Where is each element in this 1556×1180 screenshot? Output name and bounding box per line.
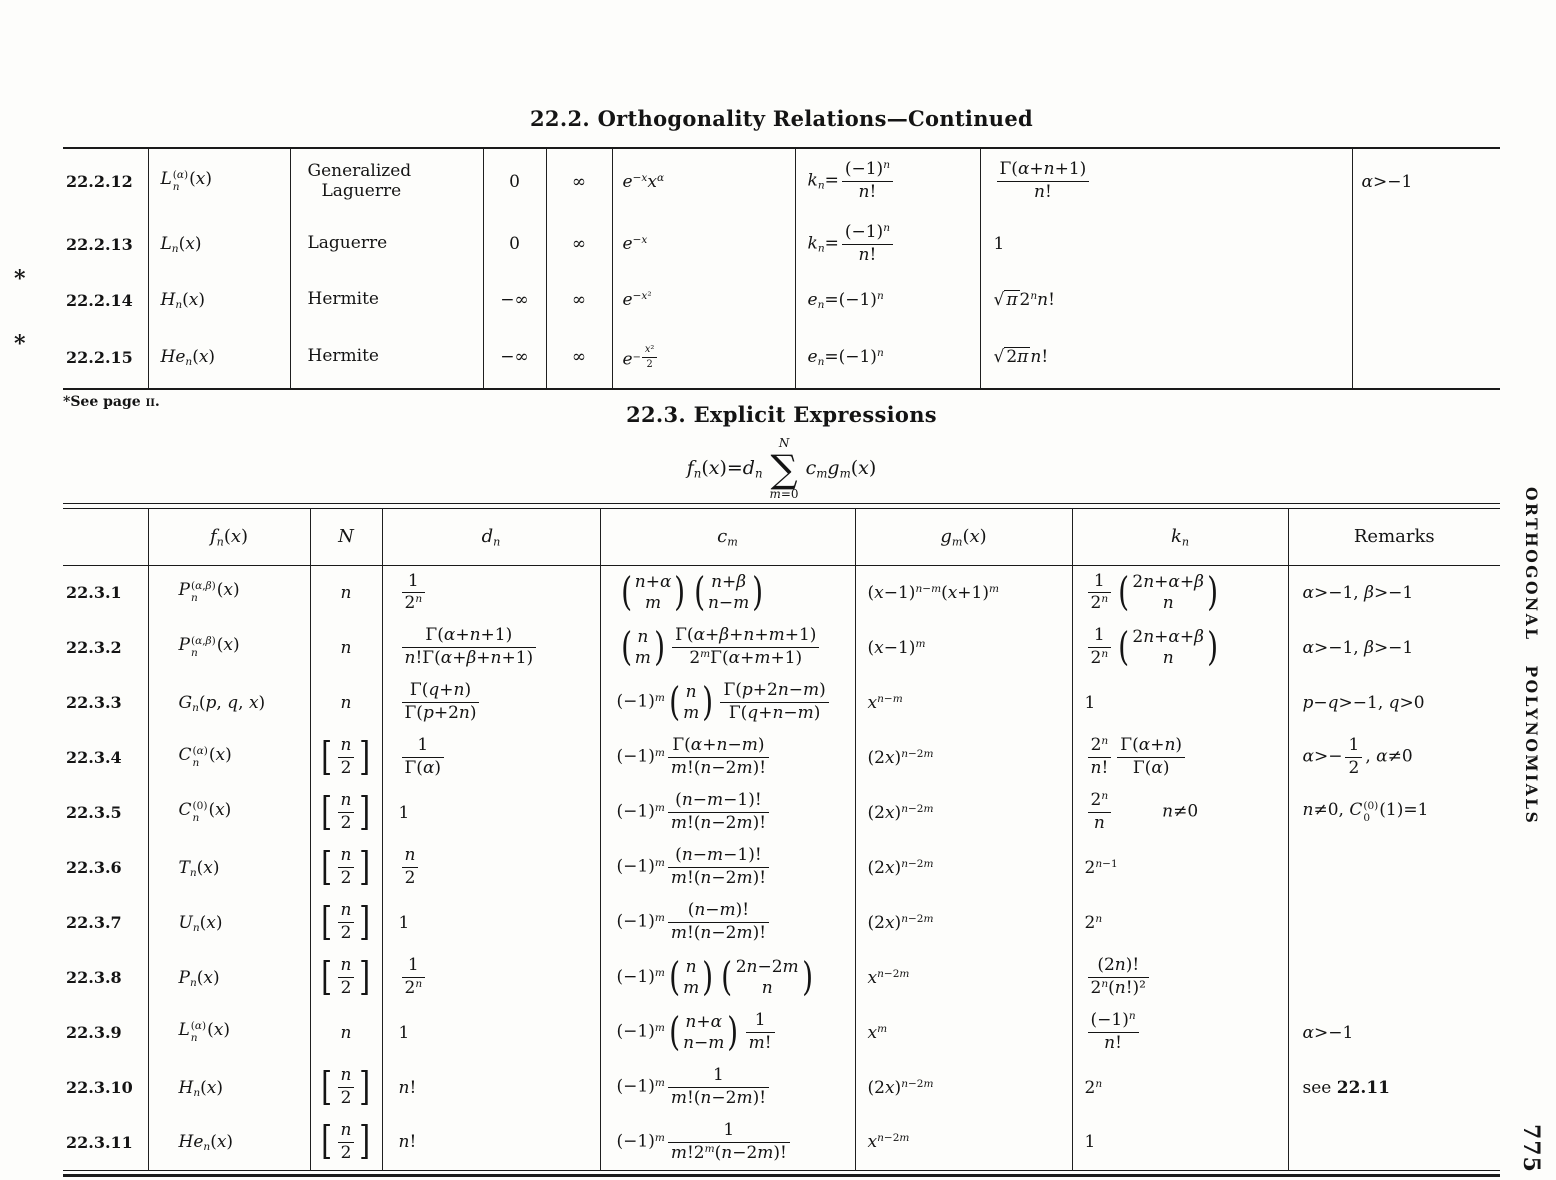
cell-c: $(-1)^m$ ( n m ) $\frac{\Gamma(p+2n-m)}{\Gamma(q+n-m)}$ — [600, 675, 855, 730]
cell-d: n! — [382, 1060, 600, 1115]
orthogonality-relations-table — [63, 147, 1500, 390]
cell-c: $(-1)^m$ $\frac{(n-m-1)!}{m!(n-2m)!}$ — [600, 840, 855, 895]
cell-g: $(2x)^{n-2m}$ — [855, 895, 1072, 950]
cell-id: 22.2.14 — [66, 290, 133, 310]
cell-w: $e^{- \frac{\text{x²}}{2}}$ — [612, 326, 795, 389]
cell-f: $He_n(x)$ — [148, 1115, 310, 1170]
cell-N: n — [310, 620, 382, 675]
cell-rem — [1352, 274, 1500, 326]
cell-g: $x^{n-m}$ — [855, 675, 1072, 730]
cell-norm: 1 — [980, 214, 1352, 274]
running-head-vertical: ORTHOGONAL POLYNOMIALS — [1522, 487, 1541, 826]
cell-id: 22.3.6 — [66, 858, 122, 877]
header-remarks: Remarks — [1288, 508, 1500, 565]
cell-rem — [1352, 326, 1500, 389]
cell-c: $(-1)^m$ ( n+α n−m ) $\frac{1}{m!}$ — [600, 1005, 855, 1060]
cell-rem: α>−1, β>−1 — [1288, 565, 1500, 620]
cell-norm: √ 2π n! — [980, 326, 1352, 389]
cell-g: $x^{n-2m}$ — [855, 1115, 1072, 1170]
cell-k: 1 — [1072, 1115, 1288, 1170]
cell-b: ∞ — [546, 326, 612, 389]
cell-f: P (α,β) n (x) — [148, 565, 310, 620]
cell-k: $k_n=$ $\frac{(-1)^n}{n!}$ — [795, 148, 980, 214]
cell-N: [ n 2 ] — [310, 950, 382, 1005]
orthogonality-row — [63, 148, 1500, 214]
cell-k: 1 — [1072, 675, 1288, 730]
footnote-asterisk: * — [14, 266, 26, 292]
cell-c: $(-1)^m$ $\frac{1}{m!2^m(n-2m)!}$ — [600, 1115, 855, 1170]
explicit-expressions-row — [63, 1060, 1500, 1115]
explicit-expressions-row — [63, 675, 1500, 730]
cell-f: $L_n(x)$ — [148, 214, 290, 274]
cell-k: $\frac{1}{2^n}$ ( 2n+α+β n ) — [1072, 620, 1288, 675]
cell-c: ( n m ) $\frac{\Gamma(\alpha+\beta+n+m+1)}{2^m\Gamma(\alpha+m+1)}$ — [600, 620, 855, 675]
cell-c: ( n+α m ) ( n+β n−m ) — [600, 565, 855, 620]
cell-b: ∞ — [546, 148, 612, 214]
cell-k: $\frac{2^n}{n}$ n≠0 — [1072, 785, 1288, 840]
cell-f: $U_n(x)$ — [148, 895, 310, 950]
footnote: *See page ii. — [63, 394, 160, 410]
cell-id: 22.3.2 — [66, 638, 122, 657]
cell-b: ∞ — [546, 214, 612, 274]
orthogonality-row — [63, 326, 1500, 389]
cell-N: n — [310, 565, 382, 620]
cell-rem — [1288, 950, 1500, 1005]
cell-c: $(-1)^m$ ( n m ) ( 2n−2m n ) — [600, 950, 855, 1005]
cell-g: $(2x)^{n-2m}$ — [855, 785, 1072, 840]
cell-id: 22.3.10 — [66, 1078, 133, 1097]
cell-id: 22.3.1 — [66, 583, 122, 603]
cell-f: C (α) n (x) — [148, 730, 310, 785]
cell-d: n! — [382, 1115, 600, 1170]
cell-id: 22.3.11 — [66, 1132, 133, 1152]
cell-g: $(2x)^{n-2m}$ — [855, 840, 1072, 895]
explicit-expressions-table-frame — [63, 503, 1500, 1177]
explicit-expressions-row — [63, 950, 1500, 1005]
cell-d: $\frac{\Gamma(\alpha+n+1)}{n!\Gamma(\alpha+\beta+n+1)}$ — [382, 620, 600, 675]
table-header-row — [63, 508, 1500, 565]
cell-rem — [1352, 214, 1500, 274]
cell-f: $P_n(x)$ — [148, 950, 310, 1005]
cell-a: 0 — [483, 148, 546, 214]
header-entry — [63, 508, 148, 565]
orthogonality-row — [63, 214, 1500, 274]
cell-d: 1 — [382, 785, 600, 840]
cell-rem: α>− $\frac{1}{2}$ , α≠0 — [1288, 730, 1500, 785]
cell-k: 2$^n$ — [1072, 895, 1288, 950]
cell-f: C (0) n (x) — [148, 785, 310, 840]
cell-f: L (α) n (x) — [148, 148, 290, 214]
orthogonality-row — [63, 274, 1500, 326]
cell-f: L (α) n (x) — [148, 1005, 310, 1060]
cell-N: [ n 2 ] — [310, 1115, 382, 1170]
explicit-expressions-row — [63, 730, 1500, 785]
cell-g: $(2x)^{n-2m}$ — [855, 730, 1072, 785]
header-dn: $d_n$ — [382, 508, 600, 565]
cell-rem: α>−1 — [1288, 1005, 1500, 1060]
cell-rem: α>−1, β>−1 — [1288, 620, 1500, 675]
cell-k: $\frac{2^n}{n!}$ $\frac{\Gamma(\alpha+n)}{\Gamma(\alpha)}$ — [1072, 730, 1288, 785]
cell-g: $(x-1)^{n-m}(x+1)^m$ — [855, 565, 1072, 620]
cell-id: 22.3.4 — [66, 748, 122, 767]
cell-N: [ n 2 ] — [310, 730, 382, 785]
cell-id: 22.3.8 — [66, 968, 122, 987]
cell-rem — [1288, 840, 1500, 895]
cell-c: $(-1)^m$ $\frac{1}{m!(n-2m)!}$ — [600, 1060, 855, 1115]
page-number: 775 — [1518, 1124, 1544, 1173]
cell-k: $k_n=$ $\frac{(-1)^n}{n!}$ — [795, 214, 980, 274]
cell-d: $\frac{1}{2^n}$ — [382, 565, 600, 620]
cell-name: Hermite — [290, 326, 483, 389]
cell-g: $x^m$ — [855, 1005, 1072, 1060]
cell-a: −∞ — [483, 274, 546, 326]
cell-a: −∞ — [483, 326, 546, 389]
cell-N: [ n 2 ] — [310, 840, 382, 895]
cell-rem — [1288, 1115, 1500, 1170]
cell-f: $He_n(x)$ — [148, 326, 290, 389]
cell-N: [ n 2 ] — [310, 895, 382, 950]
cell-k: $e_n=(-1)^n$ — [795, 274, 980, 326]
explicit-expressions-row — [63, 1005, 1500, 1060]
cell-d: $\frac{n}{2}$ — [382, 840, 600, 895]
explicit-expressions-row — [63, 620, 1500, 675]
explicit-expressions-row — [63, 565, 1500, 620]
cell-b: ∞ — [546, 274, 612, 326]
cell-w: $e^{-x^2}$ — [612, 274, 795, 326]
cell-w: $e^{-x}x^\alpha$ — [612, 148, 795, 214]
cell-id: 22.2.15 — [66, 347, 133, 367]
cell-N: [ n 2 ] — [310, 1060, 382, 1115]
cell-g: $(x-1)^m$ — [855, 620, 1072, 675]
cell-name: Hermite — [290, 274, 483, 326]
cell-rem: α>−1 — [1352, 148, 1500, 214]
cell-N: n — [310, 675, 382, 730]
cell-rem — [1288, 895, 1500, 950]
cell-d: $\frac{\Gamma(q+n)}{\Gamma(p+2n)}$ — [382, 675, 600, 730]
cell-name: Laguerre — [290, 214, 483, 274]
cell-norm: $\frac{\Gamma(\alpha+n+1)}{n!}$ — [980, 148, 1352, 214]
cell-k: $e_n=(-1)^n$ — [795, 326, 980, 389]
cell-name: Generalized Laguerre — [290, 148, 483, 214]
cell-d: $\frac{1}{\Gamma(\alpha)}$ — [382, 730, 600, 785]
cell-w: $e^{-x}$ — [612, 214, 795, 274]
cell-rem: see 22.11 — [1288, 1060, 1500, 1115]
cell-g: $(2x)^{n-2m}$ — [855, 1060, 1072, 1115]
cell-id: 22.2.13 — [66, 234, 133, 254]
cell-k: 2$^n$ — [1072, 1060, 1288, 1115]
cell-id: 22.2.12 — [66, 172, 133, 191]
explicit-expressions-row — [63, 785, 1500, 840]
cell-id: 22.3.9 — [66, 1023, 122, 1042]
cell-rem: n≠0, C (0) 0 (1)=1 — [1288, 785, 1500, 840]
cell-norm: √ π 2$^n$n! — [980, 274, 1352, 326]
cell-d: 1 — [382, 895, 600, 950]
cell-f: $G_n(p$, q, x) — [148, 675, 310, 730]
cell-f: $H_n(x)$ — [148, 1060, 310, 1115]
cell-N: [ n 2 ] — [310, 785, 382, 840]
cell-a: 0 — [483, 214, 546, 274]
cell-f: $H_n(x)$ — [148, 274, 290, 326]
cell-rem: p−q>−1, q>0 — [1288, 675, 1500, 730]
cell-id: 22.3.5 — [66, 803, 122, 822]
explicit-expression-formula: $f_n(x)=d_n$ N ∑ m=0 $c_mg_m(x)$ — [686, 436, 877, 502]
cell-f: P (α,β) n (x) — [148, 620, 310, 675]
footnote-asterisk: * — [14, 331, 26, 357]
explicit-expressions-row — [63, 895, 1500, 950]
cell-f: $T_n(x)$ — [148, 840, 310, 895]
cell-c: $(-1)^m$ $\frac{(n-m)!}{m!(n-2m)!}$ — [600, 895, 855, 950]
cell-c: $(-1)^m$ $\frac{\Gamma(\alpha+n-m)}{m!(n-2m)!}$ — [600, 730, 855, 785]
header-cm: $c_m$ — [600, 508, 855, 565]
header-fn: $f_n(x)$ — [148, 508, 310, 565]
header-N: N — [310, 508, 382, 565]
cell-N: n — [310, 1005, 382, 1060]
explicit-expressions-row — [63, 840, 1500, 895]
header-gm: $g_m(x)$ — [855, 508, 1072, 565]
explicit-expressions-row — [63, 1115, 1500, 1170]
explicit-expressions-table — [63, 508, 1500, 1171]
cell-k: $\frac{1}{2^n}$ ( 2n+α+β n ) — [1072, 565, 1288, 620]
cell-id: 22.3.7 — [66, 913, 122, 932]
cell-k: $\frac{(2n)!}{2^n(n!)^2}$ — [1072, 950, 1288, 1005]
cell-k: $2^{n-1}$ — [1072, 840, 1288, 895]
section-title-22-3: 22.3. Explicit Expressions — [626, 402, 937, 427]
section-title-22-2: 22.2. Orthogonality Relations—Continued — [530, 106, 1033, 131]
cell-d: 1 — [382, 1005, 600, 1060]
cell-id: 22.3.3 — [66, 693, 122, 712]
cell-c: $(-1)^m$ $\frac{(n-m-1)!}{m!(n-2m)!}$ — [600, 785, 855, 840]
cell-d: $\frac{1}{2^n}$ — [382, 950, 600, 1005]
cell-k: $\frac{(-1)^n}{n!}$ — [1072, 1005, 1288, 1060]
header-kn: $k_n$ — [1072, 508, 1288, 565]
cell-g: $x^{n-2m}$ — [855, 950, 1072, 1005]
